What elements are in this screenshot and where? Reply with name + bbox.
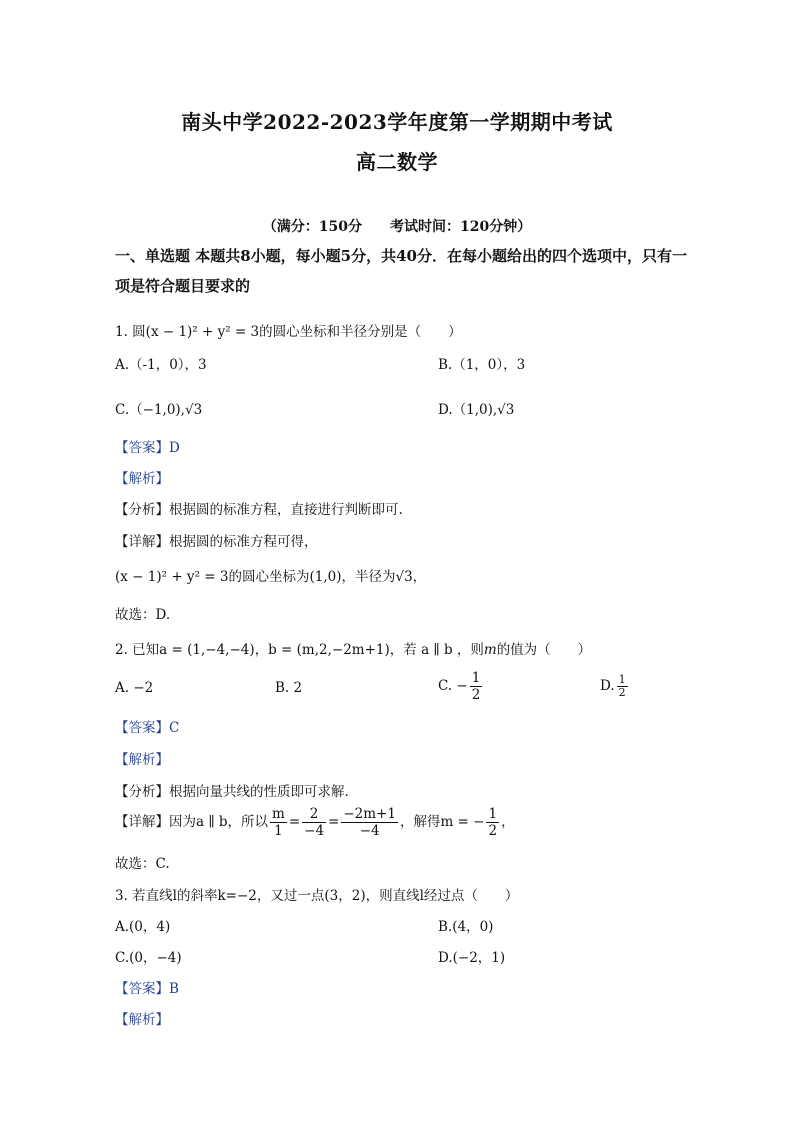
q2-fenxi: 【分析】根据向量共线的性质即可求解. xyxy=(115,784,349,800)
q2-option-a: A. −2 xyxy=(115,680,154,696)
q3-answer: 【答案】B xyxy=(115,981,179,997)
question-2: 2. 已知a = (1,−4,−4)，b = (m,2,−2m+1)，若 a ∥ b ，则m的值为（ ） xyxy=(115,642,592,658)
q1-option-a: A.（-1，0），3 xyxy=(115,357,207,373)
q1-choice: 故选：D. xyxy=(115,607,171,623)
full-score: （满分：150分 xyxy=(262,219,362,235)
q3-option-b: B.(4，0) xyxy=(438,919,494,935)
q1-equation: (x − 1)² + y² = 3 xyxy=(145,324,260,340)
score-time-line xyxy=(0,216,794,236)
question-3: 3. 若直线l的斜率k=−2，又过一点(3，2)，则直线l经过点（ ） xyxy=(115,888,519,904)
q2-analysis-label: 【解析】 xyxy=(115,752,169,768)
question-1: 1. 圆(x − 1)² + y² = 3的圆心坐标和半径分别是（ ） xyxy=(115,324,462,340)
q3-option-a: A.(0，4) xyxy=(115,919,171,935)
q2-answer: 【答案】C xyxy=(115,720,180,736)
q2-vector-a: a = (1,−4,−4) xyxy=(159,642,255,658)
section-1-heading: 一、单选题 本题共8小题，每小题5分，共40分．在每小题给出的四个选项中，只有一项是符合题目要求的 xyxy=(115,247,687,295)
q1-analysis-label: 【解析】 xyxy=(115,471,169,487)
q2-vector-b: b = (m,2,−2m+1) xyxy=(268,642,390,658)
q1-xiangjie: 【详解】根据圆的标准方程可得， xyxy=(115,534,318,550)
q2-option-c: C. − $\frac{1}{2}$ xyxy=(438,670,481,703)
q2-option-b: B. 2 xyxy=(275,680,303,696)
q1-answer: 【答案】D xyxy=(115,440,180,456)
exam-subtitle: 高二数学 xyxy=(356,150,438,174)
q1-option-d: D.（1,0),√3 xyxy=(438,402,515,418)
q3-analysis-label: 【解析】 xyxy=(115,1012,169,1028)
q2-choice: 故选：C. xyxy=(115,856,170,872)
q3-option-d: D.(−2，1) xyxy=(438,950,506,966)
q1-option-b: B.（1，0），3 xyxy=(438,357,526,373)
exam-title: 南头中学2022-2023学年度第一学期期中考试 xyxy=(181,110,613,134)
q1-option-c: C.（−1,0),√3 xyxy=(115,402,203,418)
q3-option-c: C.(0，−4) xyxy=(115,950,182,966)
exam-time: 考试时间：120分钟） xyxy=(390,219,532,235)
q2-option-d: D. $\frac{1}{2}$ xyxy=(600,673,626,699)
q1-fenxi: 【分析】根据圆的标准方程，直接进行判断即可. xyxy=(115,502,403,518)
q1-detail: (x − 1)² + y² = 3的圆心坐标为(1,0)，半径为√3， xyxy=(115,569,427,585)
q2-xiangjie: 【详解】因为a ∥ b，所以 $\frac{m}{1}$ = $\frac{2}{-4}$ = $\frac{-2m+1}{-4}$ ，解得m = − $\frac{1}{2}$ ， xyxy=(115,806,515,839)
